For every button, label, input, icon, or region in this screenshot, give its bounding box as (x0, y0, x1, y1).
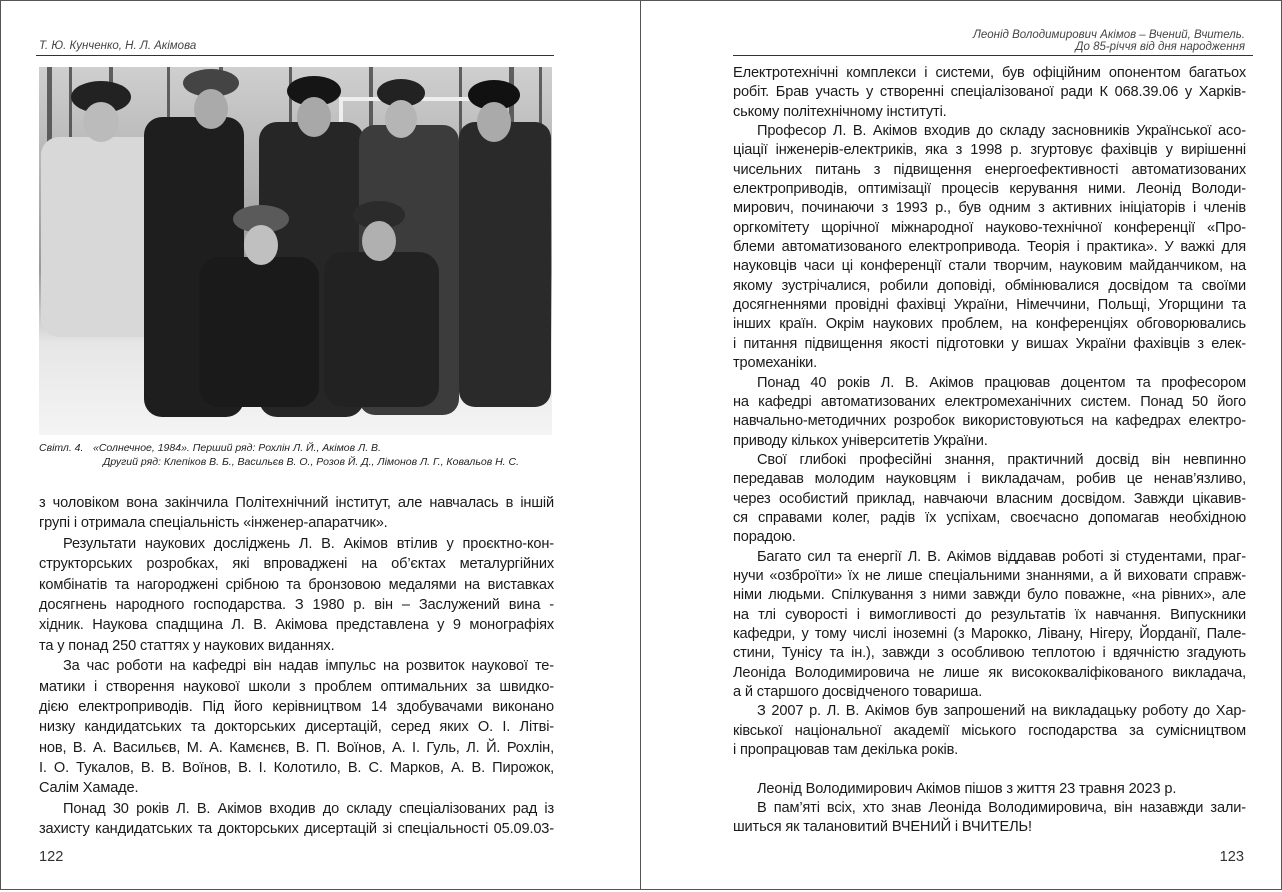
text-line: Результати наукових досліджень Л. В. Акімов втілив у проєктно-кон- (63, 535, 554, 552)
text-line: навчально-методичних розробок використовуються на кафедрах електро- (733, 413, 1246, 430)
paragraph-gap (733, 760, 1246, 779)
paragraph (39, 799, 554, 840)
text-line: науковців часи ці конференції стали творчим, науковим майданчиком, на (733, 258, 1246, 275)
paragraph (733, 780, 1246, 799)
text-line: і питання підвищення якості підготовки у вишах України фахівців з елек- (733, 335, 1246, 352)
text-line: нов, В. А. Васильєв, М. А. Камєнєв, В. П. Воїнов, А. І. Гуль, Л. Й. Рохлін, (39, 739, 554, 756)
paragraph (733, 374, 1246, 451)
text-line: якому зустрічалися, робили доповіді, обмінювалися досвідом та своїми (733, 277, 1246, 294)
figure-caption-line1: «Солнечное, 1984». Перший ряд: Рохлін Л. Й., Акімов Л. В. (93, 442, 381, 454)
text-line: Леонід Володимирович Акімов пішов з життя 23 травня 2023 р. (757, 780, 1177, 797)
text-line: нучи «озброїти» їх не лише спеціальними знаннями, а й виховати справж- (733, 567, 1246, 584)
text-line: Професор Л. В. Акімов входив до складу засновників Української асо- (757, 123, 1246, 140)
paragraph (733, 702, 1246, 760)
text-line: чисельних питань з підвищення енергоефективності автоматизованих (733, 161, 1246, 178)
text-line: порадою. (733, 529, 796, 546)
text-line: досягненнями провідні фахівці України, Німеччини, Польщі, Угорщини та (733, 297, 1246, 314)
text-line: Понад 40 років Л. В. Акімов працював доцентом та професором (757, 374, 1246, 391)
text-line: захисту кандидатських та докторських дисертацій зі спеціальності 05.09.03- (39, 821, 554, 838)
text-line: хідник. Наукова спадщина Л. В. Акімова представлена у 9 монографіях (39, 617, 554, 634)
text-line: ківської національної академії міського господарства за сумісництвом (733, 722, 1246, 739)
text-line: І. О. Тукалов, В. В. Воїнов, В. І. Колотило, В. С. Марков, А. В. Пирожок, (39, 760, 554, 777)
paragraph (39, 534, 554, 656)
text-line: матики і створення наукової школи з проблем оптимальних за швидко- (39, 678, 554, 695)
text-line: досягнень народного господарства. З 1980 р. він – Заслужений вина - (39, 596, 554, 613)
text-line: електроприводів, оптимізації процесів керування ними. Леонід Володи- (733, 181, 1246, 198)
text-line: низку кандидатських та докторських дисертацій, серед яких О. І. Літві- (39, 719, 554, 736)
text-line: ціації інженерів-електриків, яка з 1998 р. згуртовує фахівців у вирішенні (733, 142, 1246, 159)
header-rule (36, 55, 554, 56)
text-line: та у понад 250 статтях у наукових виданнях. (39, 637, 335, 654)
left-body-text (39, 493, 554, 840)
text-line: кафедри, у тому числі іноземні (з Марокко, Лівану, Нігеру, Йорданії, Пале- (733, 625, 1246, 642)
paragraph (733, 451, 1246, 548)
text-line: і пропрацював там декілька років. (733, 742, 959, 759)
right-body-text (733, 64, 1246, 838)
running-header-subtitle: До 85-річчя від дня народження (1075, 41, 1245, 53)
paragraph (733, 64, 1246, 122)
text-line: німи людьми. Спілкування з ними завжди було поважне, «на рівних», але (733, 587, 1246, 604)
text-line: Салім Хамаде. (39, 780, 139, 797)
text-line: ся справами колег, радів їх успіхам, своєчасно допомагав необхідною (733, 509, 1246, 526)
text-line: шиться як талановитий ВЧЕНИЙ і ВЧИТЕЛЬ! (733, 819, 1032, 836)
group-photo (39, 67, 552, 435)
text-line: на кафедрі автоматизованих електромеханічних систем. Понад 50 його (733, 393, 1246, 410)
text-line: на тлі суворості і вимогливості до результатів їх навчання. Випускники (733, 606, 1246, 623)
text-line: групі і отримала спеціальність «інженер-апаратчик». (39, 515, 388, 532)
text-line: оргкомітету щорічної міжнародної науково-технічної конференції «Про- (733, 219, 1246, 236)
text-line: з чоловіком вона закінчила Політехнічний інститут, але навчалась в іншій (39, 495, 554, 511)
text-line: З 2007 р. Л. В. Акімов був запрошений на викладацьку роботу до Хар- (757, 703, 1246, 720)
text-line: ському політехнічному інституті. (733, 103, 947, 120)
figure-caption-line2: Другий ряд: Клепіков В. Б., Васильєв В. О., Розов Й. Д., Лімонов Л. Г., Ковальов Н. С. (103, 456, 520, 468)
running-header-authors: Т. Ю. Кунченко, Н. Л. Акімова (39, 40, 197, 52)
text-line: стини, Тунісу та ін.), завжди з особливою теплотою і вдячністю згадують (733, 645, 1246, 662)
paragraph (39, 656, 554, 799)
page-number: 122 (39, 849, 64, 865)
text-line: Багато сил та енергії Л. В. Акімов віддавав роботі зі студентами, праг- (757, 548, 1246, 565)
header-rule (733, 55, 1253, 56)
text-line: В пам’яті всіх, хто знав Леоніда Володимировича, він назавжди зали- (757, 800, 1246, 817)
text-line: мирович, починаючи з 1993 р., був одним з активних ініціаторів і членів (733, 200, 1246, 217)
figure-label: Світл. 4. (39, 442, 84, 454)
text-line: тромеханіки. (733, 355, 818, 372)
text-line: За час роботи на кафедрі він надав імпульс на розвиток наукової те- (63, 658, 554, 675)
paragraph (733, 122, 1246, 373)
paragraph (733, 799, 1246, 838)
running-header-title: Леонід Володимирович Акімов – Вчений, Вчитель. (972, 29, 1245, 41)
text-line: комбінатів та нагороджені срібною та бронзовою медалями на виставках (39, 576, 554, 593)
paragraph (733, 548, 1246, 703)
text-line: інших країн. Окрім наукових проблем, на конференціях обговорювались (733, 316, 1246, 333)
text-line: через особистий приклад, навчаючи власним досвідом. Завжди цікавив- (733, 490, 1246, 507)
text-line: передавав молодим науковцям і викладачам, робив це ненав’язливо, (733, 471, 1246, 488)
text-line: приводу кількох університетів України. (733, 432, 988, 449)
text-line: Леоніда Володимировича не лише як висококваліфікованого викладача, (733, 664, 1246, 681)
text-line: Свої глибокі професійні знання, практичний досвід він невпинно (757, 451, 1246, 468)
text-line: блеми автоматизованого електропривода. Теорія і практика». У важкі для (733, 239, 1246, 256)
left-page (0, 0, 641, 890)
text-line: Електротехнічні комплекси і системи, був офіційним опонентом багатьох (733, 65, 1246, 81)
right-page (640, 0, 1282, 890)
text-line: робіт. Брав участь у створенні спеціалізованої ради К 068.39.06 у Харків- (733, 84, 1246, 101)
text-line: структорських розробках, які впроваджені на об’єктах металургійних (39, 556, 554, 573)
text-line: дією електроприводів. Під його керівництвом 14 здобувачами виконано (39, 698, 554, 715)
text-line: Понад 30 років Л. В. Акімов входив до складу спеціалізованих рад із (63, 800, 554, 817)
paragraph (39, 493, 554, 534)
page-number: 123 (1219, 849, 1244, 865)
text-line: а й старшого досвідченого товариша. (733, 684, 983, 700)
